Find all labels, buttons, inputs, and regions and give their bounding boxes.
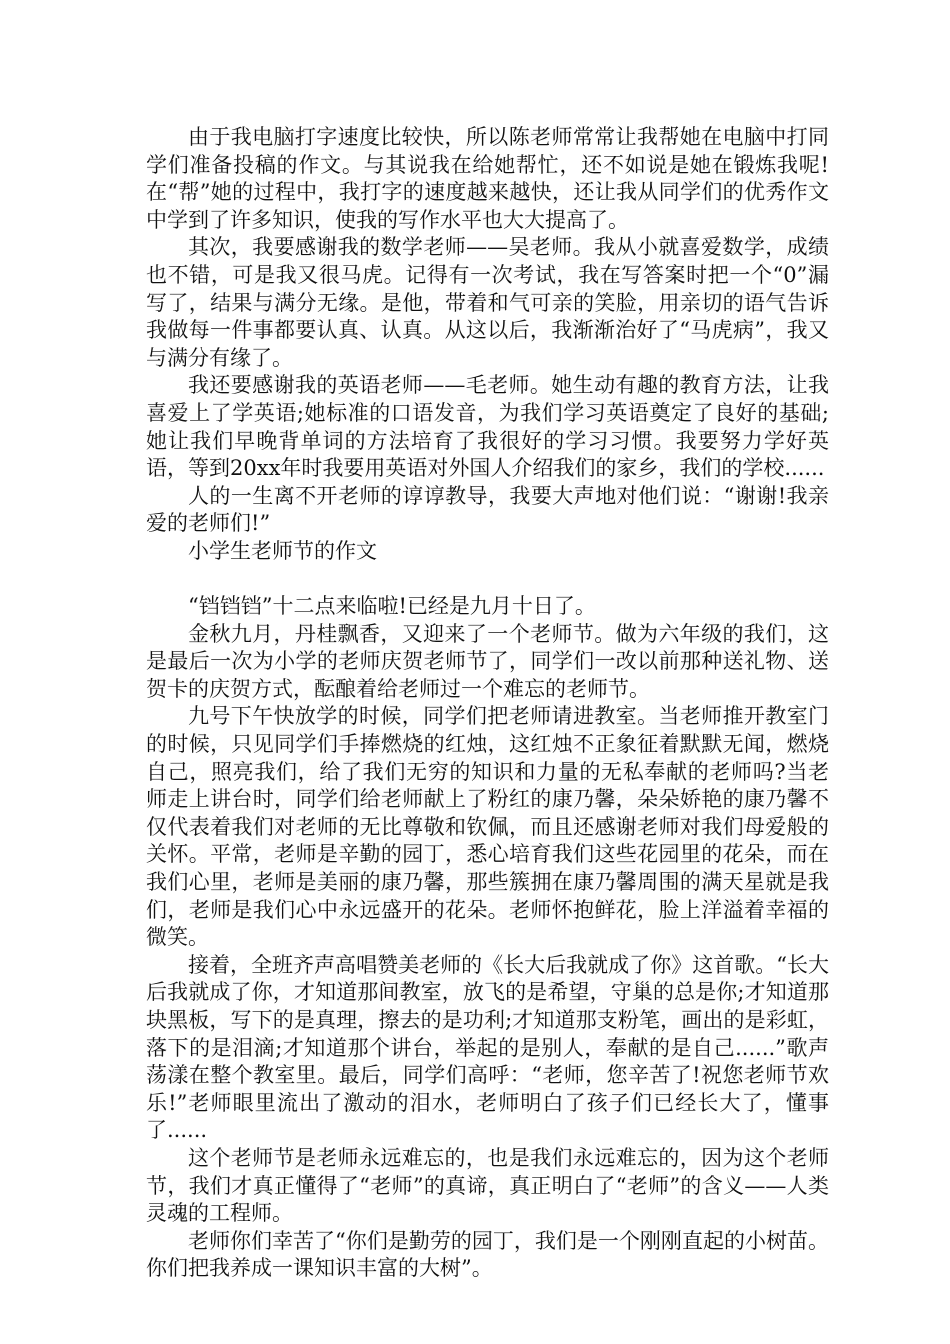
paragraph: 人的一生离不开老师的谆谆教导，我要大声地对他们说：“谢谢!我亲爱的老师们!” — [146, 483, 829, 536]
paragraph: 这个老师节是老师永远难忘的，也是我们永远难忘的，因为这个老师节，我们才真正懂得了“老师”的真谛，真正明白了“老师”的含义——人类灵魂的工程师。 — [146, 1145, 829, 1226]
paragraph: “铛铛铛”十二点来临啦!已经是九月十日了。 — [188, 594, 596, 619]
paragraph: 接着，全班齐声高唱赞美老师的《长大后我就成了你》这首歌。“长大后我就成了你，才知道那间教室，放飞的是希望，守巢的总是你;才知道那块黑板，写下的是真理，擦去的是功利;才知道那支粉笔，画出的是彩虹，落下的是泪滴;才知道那个讲台，举起的是别人，奉献的是自己......”歌声荡漾在整个教室里。最后，同学们高呼：“老师，您辛苦了!祝您老师节欢乐!”老师眼里流出了激动的泪水，老师明白了孩子们已经长大了，懂事了...... — [146, 952, 829, 1143]
paragraph: 由于我电脑打字速度比较快，所以陈老师常常让我帮她在电脑中打同学们准备投稿的作文。与其说我在给她帮忙，还不如说是她在锻炼我呢!在“帮”她的过程中，我打字的速度越来越快，还让我从同学们的优秀作文中学到了许多知识，使我的写作水平也大大提高了。 — [146, 125, 829, 232]
paragraph: 其次，我要感谢我的数学老师——吴老师。我从小就喜爱数学，成绩也不错，可是我又很马虎。记得有一次考试，我在写答案时把一个“0”漏写了，结果与满分无缘。是他，带着和气可亲的笑脸，用亲切的语气告诉我做每一件事都要认真、认真。从这以后，我渐渐治好了“马虎病”，我又与满分有缘了。 — [146, 235, 829, 370]
paragraph: 九号下午快放学的时候，同学们把老师请进教室。当老师推开教室门的时候，只见同学们手捧燃烧的红烛，这红烛不正象征着默默无闻，燃烧自己，照亮我们，给了我们无穷的知识和力量的无私奉献的老师吗?当老师走上讲台时，同学们给老师献上了粉红的康乃馨，朵朵娇艳的康乃馨不仅代表着我们对老师的无比尊敬和钦佩，而且还感谢老师对我们母爱般的关怀。平常，老师是辛勤的园丁，悉心培育我们这些花园里的花朵，而在我们心里，老师是美丽的康乃馨，那些簇拥在康乃馨周围的满天星就是我们，老师是我们心中永远盛开的花朵。老师怀抱鲜花，脸上洋溢着幸福的微笑。 — [146, 704, 829, 950]
paragraph: 金秋九月，丹桂飘香，又迎来了一个老师节。做为六年级的我们，这是最后一次为小学的老师庆贺老师节了，同学们一改以前那种送礼物、送贺卡的庆贺方式，酝酿着给老师过一个难忘的老师节。 — [146, 621, 829, 701]
blank-line — [146, 566, 829, 594]
document-body — [146, 124, 829, 1283]
paragraph: 老师你们幸苦了“你们是勤劳的园丁，我们是一个刚刚直起的小树苗。你们把我养成一课知识丰富的大树”。 — [146, 1228, 829, 1281]
section-title: 小学生老师节的作文 — [188, 538, 377, 563]
paragraph: 我还要感谢我的英语老师——毛老师。她生动有趣的教育方法，让我喜爱上了学英语;她标准的口语发音，为我们学习英语奠定了良好的基础;她让我们早晚背单词的方法培育了我很好的学习习惯。我要努力学好英语，等到20xx年时我要用英语对外国人介绍我们的家乡，我们的学校...... — [146, 373, 829, 481]
